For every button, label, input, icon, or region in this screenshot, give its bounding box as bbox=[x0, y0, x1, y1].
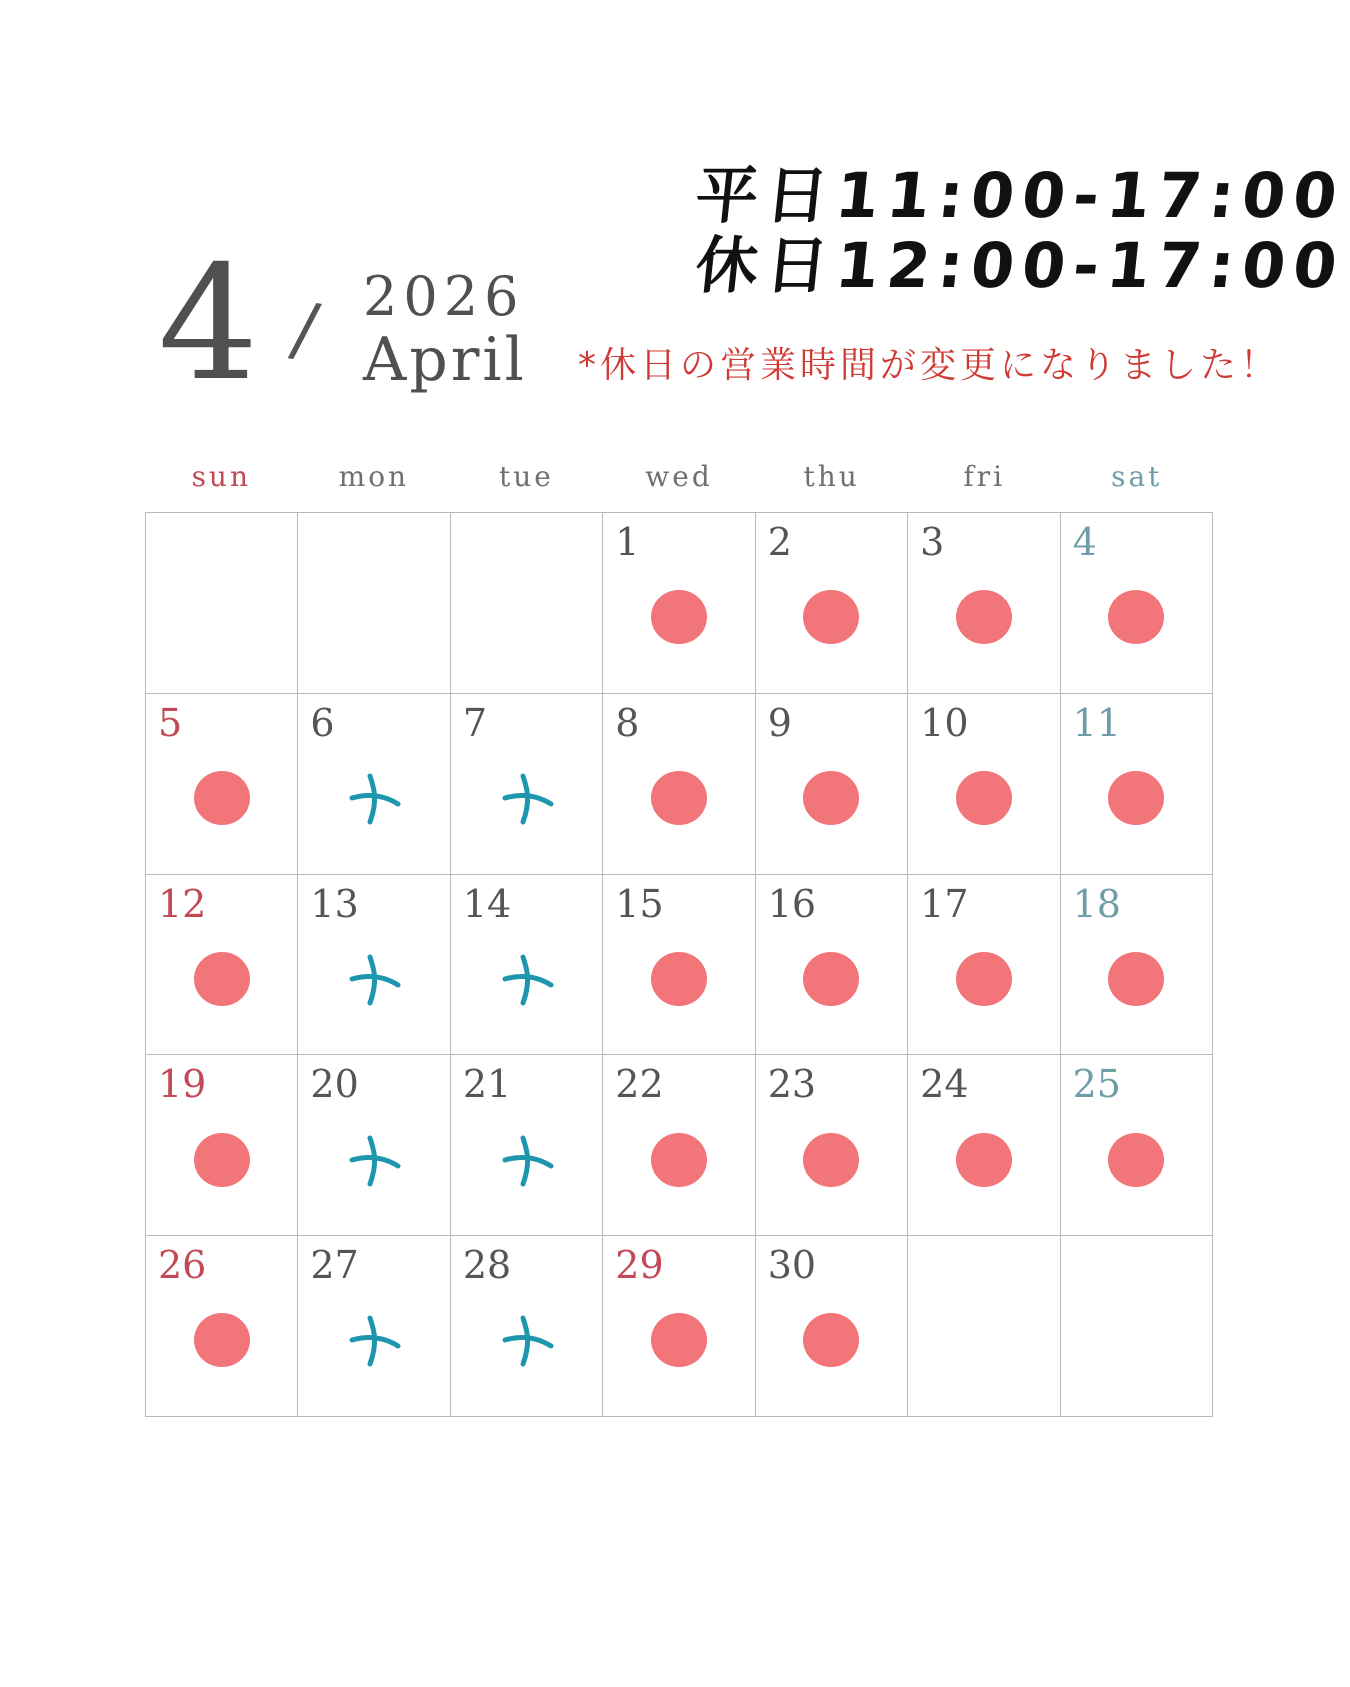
calendar-grid bbox=[145, 512, 1213, 1417]
open-circle-icon bbox=[194, 1133, 250, 1187]
day-number: 24 bbox=[920, 1062, 969, 1107]
date-separator: / bbox=[285, 285, 325, 373]
open-circle-icon bbox=[1108, 952, 1164, 1006]
day-number: 2 bbox=[767, 520, 792, 564]
weekday-sat: sat bbox=[1111, 460, 1163, 493]
calendar-day-cell bbox=[603, 1055, 755, 1236]
open-circle-icon bbox=[956, 771, 1012, 825]
day-number: 19 bbox=[158, 1062, 207, 1107]
calendar-empty-cell bbox=[298, 513, 450, 694]
weekday-thu: thu bbox=[803, 460, 860, 493]
closed-cross-icon bbox=[497, 768, 557, 828]
day-number: 23 bbox=[767, 1062, 817, 1107]
calendar-empty-cell bbox=[451, 513, 603, 694]
closed-cross-icon bbox=[497, 949, 557, 1009]
day-number: 30 bbox=[767, 1243, 817, 1288]
open-circle-icon bbox=[956, 952, 1012, 1006]
open-circle-icon bbox=[956, 590, 1012, 644]
open-circle-icon bbox=[803, 590, 859, 644]
open-circle-icon bbox=[1108, 1133, 1164, 1187]
calendar-day-cell bbox=[908, 875, 1060, 1056]
calendar-empty-cell bbox=[1061, 1236, 1213, 1417]
calendar-day-cell bbox=[1061, 694, 1213, 875]
calendar-day-cell bbox=[146, 1236, 298, 1417]
open-circle-icon bbox=[803, 952, 859, 1006]
day-number: 6 bbox=[310, 700, 335, 745]
calendar-day-cell bbox=[756, 1236, 908, 1417]
year-label: 2026 bbox=[363, 265, 525, 328]
calendar-day-cell bbox=[603, 1236, 755, 1417]
open-circle-icon bbox=[1108, 771, 1164, 825]
calendar-day-cell bbox=[146, 694, 298, 875]
calendar-day-cell bbox=[146, 875, 298, 1056]
calendar-day-cell bbox=[451, 1236, 603, 1417]
day-number: 3 bbox=[920, 520, 945, 564]
open-circle-icon bbox=[651, 952, 707, 1006]
day-number: 21 bbox=[462, 1062, 512, 1107]
weekday-hours: 平日11:00-17:00 bbox=[692, 159, 1349, 232]
open-circle-icon bbox=[651, 590, 707, 644]
calendar-day-cell bbox=[1061, 1055, 1213, 1236]
calendar-day-cell bbox=[298, 875, 450, 1056]
calendar-day-cell bbox=[146, 1055, 298, 1236]
open-circle-icon bbox=[803, 1313, 859, 1367]
weekday-mon: mon bbox=[338, 460, 410, 493]
day-number: 22 bbox=[615, 1062, 664, 1107]
closed-cross-icon bbox=[497, 1310, 557, 1370]
calendar-day-cell bbox=[908, 694, 1060, 875]
calendar-empty-cell bbox=[908, 1236, 1060, 1417]
weekday-tue: tue bbox=[499, 460, 554, 493]
day-number: 7 bbox=[462, 700, 488, 745]
day-number: 20 bbox=[310, 1062, 359, 1107]
calendar-day-cell bbox=[298, 694, 450, 875]
open-circle-icon bbox=[651, 1133, 707, 1187]
calendar-day-cell bbox=[756, 694, 908, 875]
day-number: 4 bbox=[1072, 520, 1097, 564]
calendar-day-cell bbox=[756, 1055, 908, 1236]
calendar-day-cell bbox=[603, 875, 755, 1056]
calendar-day-cell bbox=[1061, 513, 1213, 694]
calendar-day-cell bbox=[603, 513, 755, 694]
open-circle-icon bbox=[803, 771, 859, 825]
day-number: 27 bbox=[310, 1243, 359, 1288]
day-number: 1 bbox=[615, 520, 640, 564]
day-number: 16 bbox=[767, 881, 817, 926]
day-number: 25 bbox=[1072, 1062, 1121, 1107]
day-number: 5 bbox=[158, 700, 183, 745]
holiday-hours: 休日12:00-17:00 bbox=[692, 229, 1349, 302]
day-number: 26 bbox=[158, 1243, 207, 1288]
day-number: 13 bbox=[310, 881, 359, 926]
open-circle-icon bbox=[1108, 590, 1164, 644]
calendar-day-cell bbox=[908, 1055, 1060, 1236]
calendar-day-cell bbox=[298, 1236, 450, 1417]
open-circle-icon bbox=[651, 771, 707, 825]
weekday-header bbox=[145, 460, 1213, 500]
day-number: 18 bbox=[1072, 881, 1121, 926]
month-name-label: April bbox=[363, 325, 527, 395]
day-number: 28 bbox=[462, 1243, 512, 1288]
closed-cross-icon bbox=[344, 949, 404, 1009]
day-number: 14 bbox=[462, 881, 512, 926]
closed-cross-icon bbox=[344, 1130, 404, 1190]
calendar-day-cell bbox=[451, 875, 603, 1056]
weekday-sun: sun bbox=[191, 460, 251, 493]
calendar-day-cell bbox=[603, 694, 755, 875]
day-number: 29 bbox=[615, 1243, 664, 1288]
open-circle-icon bbox=[956, 1133, 1012, 1187]
month-number: 4 bbox=[158, 232, 259, 416]
calendar-day-cell bbox=[908, 513, 1060, 694]
closed-cross-icon bbox=[344, 768, 404, 828]
day-number: 10 bbox=[920, 700, 969, 745]
day-number: 9 bbox=[767, 700, 792, 745]
calendar-day-cell bbox=[298, 1055, 450, 1236]
open-circle-icon bbox=[194, 952, 250, 1006]
open-circle-icon bbox=[803, 1133, 859, 1187]
calendar-empty-cell bbox=[146, 513, 298, 694]
closed-cross-icon bbox=[344, 1310, 404, 1370]
calendar-day-cell bbox=[1061, 875, 1213, 1056]
open-circle-icon bbox=[651, 1313, 707, 1367]
open-circle-icon bbox=[194, 1313, 250, 1367]
calendar-day-cell bbox=[756, 875, 908, 1056]
calendar-day-cell bbox=[451, 694, 603, 875]
weekday-wed: wed bbox=[645, 460, 713, 493]
calendar-day-cell bbox=[451, 1055, 603, 1236]
weekday-fri: fri bbox=[963, 460, 1006, 493]
open-circle-icon bbox=[194, 771, 250, 825]
day-number: 12 bbox=[158, 881, 207, 926]
day-number: 8 bbox=[615, 700, 640, 745]
day-number: 11 bbox=[1072, 700, 1121, 745]
closed-cross-icon bbox=[497, 1130, 557, 1190]
hours-change-notice: *休日の営業時間が変更になりました！ bbox=[578, 345, 1281, 386]
day-number: 15 bbox=[615, 881, 664, 926]
calendar-day-cell bbox=[756, 513, 908, 694]
day-number: 17 bbox=[920, 881, 969, 926]
